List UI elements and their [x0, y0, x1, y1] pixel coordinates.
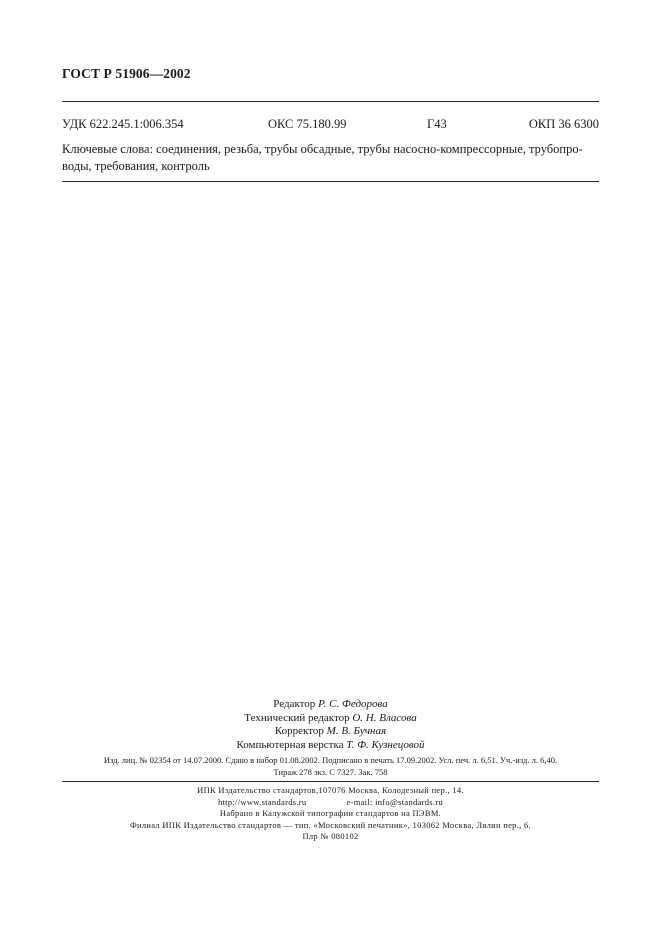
okp-code: ОКП 36 6300: [528, 117, 599, 131]
group-code: Г43: [427, 117, 447, 131]
tech-editor-label: Технический редактор: [244, 711, 350, 724]
imprint-email: e-mail: info@standards.ru: [346, 796, 444, 807]
publication-line-1: Изд. лиц. № 02354 от 14.07.2000. Сдано в набор 01.08.2002. Подписано в печать 17.09.2002. Усл. печ. л. 6,51. Уч.-изд. л. 6,40.: [103, 755, 558, 765]
tech-editor-name: О. Н. Власова: [352, 711, 417, 724]
top-divider: [62, 101, 599, 102]
credit-editor: [0, 698, 661, 712]
layout-name: Т. Ф. Кузнецовой: [346, 738, 425, 751]
oks-code: ОКС 75.180.99: [268, 117, 347, 131]
imprint-divider: [62, 781, 599, 782]
editor-name: Р. С. Федорова: [318, 698, 388, 710]
publication-line-2: Тираж 278 экз. С 7327. Зак. 758: [273, 766, 388, 777]
keywords-line-1: Ключевые слова: соединения, резьба, трубы обсадные, трубы насосно-компрессорные, трубопро-: [62, 142, 583, 156]
standard-number: ГОСТ Р 51906—2002: [62, 66, 191, 81]
keywords-divider: [62, 181, 599, 182]
editor-label: Редактор: [273, 698, 316, 710]
udk-code: УДК 622.245.1:006.354: [62, 117, 184, 131]
imprint-block: [0, 785, 661, 843]
publication-info: [62, 755, 599, 778]
credit-layout: [0, 739, 661, 753]
credit-tech-editor: [0, 712, 661, 726]
imprint-license: Плр № 080102: [302, 831, 359, 841]
imprint-contacts: [0, 797, 661, 809]
proofreader-name: М. В. Бучная: [326, 725, 387, 737]
imprint-website: http://www.standards.ru: [217, 796, 307, 807]
credits-block: [0, 698, 661, 752]
keywords-line-2: воды, требования, контроль: [62, 158, 210, 173]
layout-label: Компьютерная верстка: [236, 738, 344, 751]
imprint-publisher: ИПК Издательство стандартов,107076 Москва, Колодезный пер., 14.: [197, 785, 464, 795]
classification-row: [62, 117, 599, 133]
imprint-branch: Филиал ИПК Издательство стандартов — тип. «Московский печатник», 103062 Москва, Лялин пер., 6.: [130, 819, 531, 830]
imprint-typeset: Набрано в Калужской типографии стандартов на ПЭВМ.: [219, 808, 442, 818]
credit-proofreader: [0, 725, 661, 739]
keywords: [62, 141, 599, 174]
proofreader-label: Корректор: [274, 725, 324, 737]
